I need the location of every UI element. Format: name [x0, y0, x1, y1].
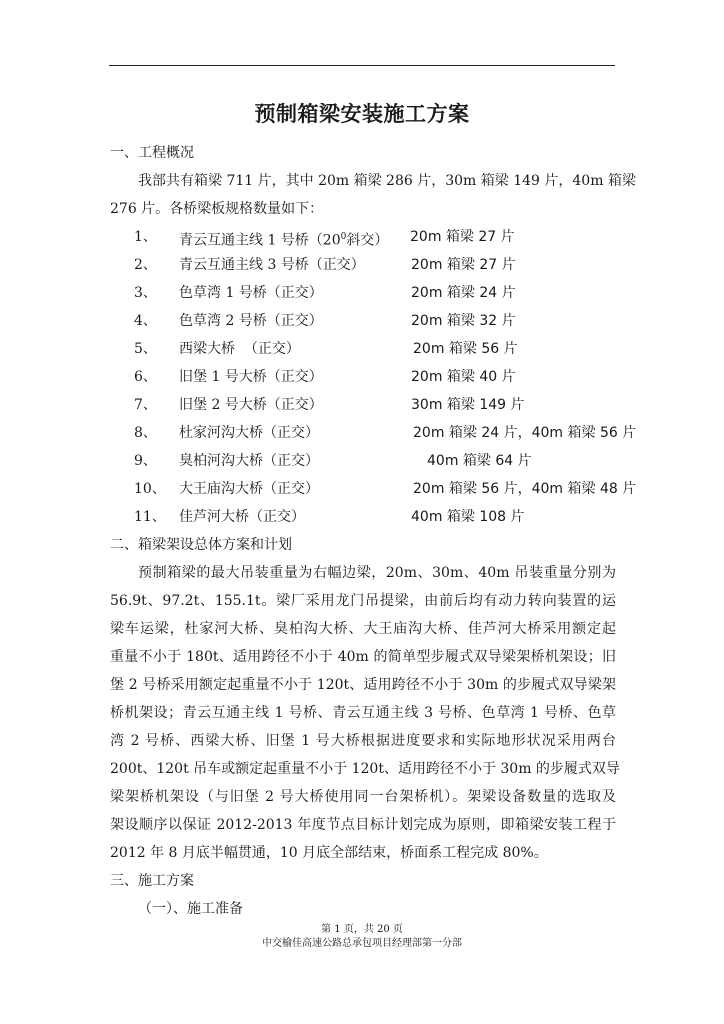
list-item-name: 杜家河沟大桥（正交） [179, 425, 319, 441]
paragraph-line: 56.9t、97.2t、155.1t。梁厂采用龙门吊提梁，由前后均有动力转向装置的运 [110, 593, 616, 609]
bridge-name: 青云互通主线 1 号桥（20 [179, 232, 341, 249]
list-item-name: 大王庙沟大桥（正交） [179, 481, 319, 497]
list-item-name: 佳芦河大桥（正交） [179, 509, 305, 525]
list-item-spec: 20m 箱梁 56 片，40m 箱梁 48 片 [413, 481, 637, 497]
bridge-name-tail: 斜交） [346, 232, 389, 249]
list-item-name: 旧堡 2 号大桥（正交） [179, 397, 323, 413]
list-item-spec: 20m 箱梁 24 片，40m 箱梁 56 片 [413, 425, 637, 441]
document-title: 预制箱梁安装施工方案 [254, 102, 470, 126]
list-item-spec: 20m 箱梁 24 片 [411, 285, 516, 301]
degree-superscript: 0 [340, 232, 347, 242]
paragraph-line: 200t、120t 吊车或额定起重量不小于 120t、适用跨径不小于 30m 的步履式双导 [110, 761, 620, 777]
list-item-number: 3、 [134, 285, 157, 301]
paragraph-line: 湾 2 号桥、西梁大桥、旧堡 1 号大桥根据进度要求和实际地形状况采用两台 [110, 733, 616, 749]
list-item-spec: 20m 箱梁 40 片 [411, 369, 516, 385]
list-item-name: 西梁大桥 （正交） [179, 341, 300, 357]
footer-organization: 中交榆佳高速公路总承包项目经理部第一分部 [262, 938, 462, 949]
list-item-number: 8、 [134, 425, 157, 441]
paragraph-line: 梁架桥机架设（与旧堡 2 号大桥使用同一台架桥机）。架梁设备数量的选取及 [110, 789, 616, 805]
list-item-number: 11、 [134, 509, 166, 525]
list-item-name: 色草湾 1 号桥（正交） [179, 285, 323, 301]
paragraph-line: 梁车运梁，杜家河大桥、臭柏沟大桥、大王庙沟大桥、佳芦河大桥采用额定起 [110, 621, 616, 637]
intro-line-2: 276 片。各桥梁板规格数量如下： [110, 201, 324, 217]
paragraph-line: 2012 年 8 月底半幅贯通，10 月底全部结束，桥面系工程完成 80%。 [110, 845, 548, 861]
list-item-spec: 20m 箱梁 27 片 [410, 229, 515, 245]
list-item-spec: 20m 箱梁 56 片 [413, 341, 518, 357]
list-item-name: 色草湾 2 号桥（正交） [179, 313, 323, 329]
list-item-name [179, 227, 388, 251]
subsection-heading-preparation: （一）、施工准备 [138, 901, 243, 917]
paragraph-line: 预制箱梁的最大吊装重量为右幅边梁，20m、30m、40m 吊装重量分别为 [138, 565, 616, 581]
paragraph-line: 桥机架设；青云互通主线 1 号桥、青云互通主线 3 号桥、色草湾 1 号桥、色草 [110, 705, 616, 721]
footer-page-number: 第 1 页，共 20 页 [321, 924, 403, 935]
paragraph-line: 架设顺序以保证 2012-2013 年度节点目标计划完成为原则，即箱梁安装工程于 [110, 817, 616, 833]
list-item-number: 10、 [134, 481, 166, 497]
list-item-number: 6、 [134, 369, 157, 385]
list-item-spec: 20m 箱梁 27 片 [411, 257, 516, 273]
list-item-number: 1、 [134, 229, 157, 245]
section-heading-plan: 二、箱梁架设总体方案和计划 [110, 537, 292, 553]
paragraph-line: 堡 2 号桥采用额定起重量不小于 120t、适用跨径不小于 30m 的步履式双导梁架 [110, 677, 616, 693]
header-rule [109, 65, 615, 66]
intro-line-1: 我部共有箱梁 711 片，其中 20m 箱梁 286 片，30m 箱梁 149 片，40m 箱梁 [138, 173, 636, 189]
list-item-number: 9、 [134, 453, 157, 469]
section-heading-construction: 三、施工方案 [110, 873, 194, 889]
paragraph-line: 重量不小于 180t、适用跨径不小于 40m 的简单型步履式双导梁架桥机架设；旧 [110, 649, 616, 665]
list-item-spec: 40m 箱梁 64 片 [427, 453, 532, 469]
list-item-spec: 40m 箱梁 108 片 [411, 509, 525, 525]
list-item-number: 2、 [134, 257, 157, 273]
list-item-name: 青云互通主线 3 号桥（正交） [179, 257, 365, 273]
list-item-number: 4、 [134, 313, 157, 329]
section-heading-overview: 一、工程概况 [110, 145, 194, 161]
list-item-spec: 20m 箱梁 32 片 [411, 313, 516, 329]
list-item-spec: 30m 箱梁 149 片 [411, 397, 525, 413]
list-item-number: 5、 [134, 341, 157, 357]
list-item-number: 7、 [134, 397, 157, 413]
list-item-name: 臭柏河沟大桥（正交） [179, 453, 319, 469]
list-item-name: 旧堡 1 号大桥（正交） [179, 369, 323, 385]
